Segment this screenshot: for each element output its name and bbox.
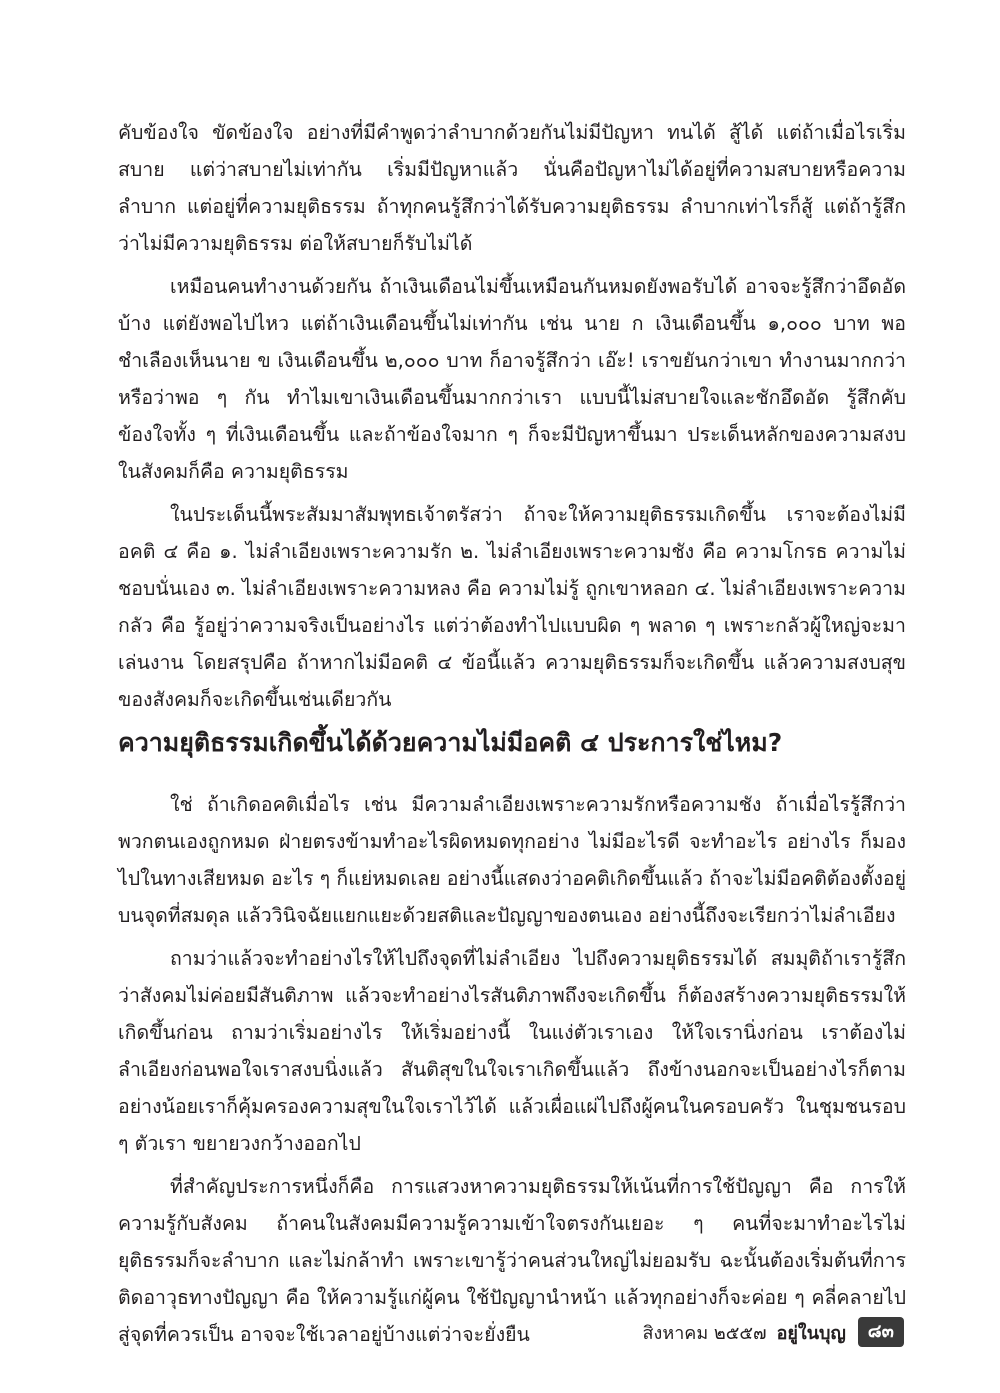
paragraph-how-to-reach-justice: ถามว่าแล้วจะทำอย่างไรให้ไปถึงจุดที่ไม่ลำเอียง ไปถึงความยุติธรรมได้ สมมุติถ้าเรารู้สึกว่าสังคมไม่ค่อยมีสันติภาพ แล้วจะทำอย่างไรสันติภาพถึงจะเกิดขึ้น ก็ต้องสร้างความยุติธรรมให้เกิดขึ้นก่อน ถามว่าเริ่มอย่างไร ให้เริ่มอย่างนี้ ในแง่ตัวเราเอง ให้ใจเรานิ่งก่อน เราต้องไม่ลำเอียงก่อนพอใจเราสงบนิ่งแล้ว สันติสุขในใจเราเกิดขึ้นแล้ว ถึงข้างนอกจะเป็นอย่างไรก็ตาม อย่างน้อยเราก็คุ้มครองความสุขในใจเราไว้ได้ แล้วเผื่อแผ่ไปถึงผู้คนในครอบครัว ในชุมชนรอบ ๆ ตัวเรา ขยายวงกว้างออกไป	[118, 947, 906, 1155]
issue-date: สิงหาคม ๒๕๕๗	[642, 1322, 767, 1344]
section-heading: ความยุติธรรมเกิดขึ้นได้ด้วยความไม่มีอคติ ๔ ประการใช่ไหม?	[118, 728, 783, 757]
paragraph-wisdom: ที่สำคัญประการหนึ่งก็คือ การแสวงหาความยุติธรรมให้เน้นที่การใช้ปัญญา คือ การให้ความรู้กับสังคม ถ้าคนในสังคมมีความรู้ความเข้าใจตรงกันเยอะ ๆ คนที่จะมาทำอะไรไม่ยุติธรรมก็จะลำบาก และไม่กล้าทำ เพราะเขารู้ว่าคนส่วนใหญ่ไม่ยอมรับ ฉะนั้นต้องเริ่มต้นที่การติดอาวุธทางปัญญา คือ ให้ความรู้แก่ผู้คน ใช้ปัญญานำหน้า แล้วทุกอย่างก็จะค่อย ๆ คลี่คลายไปสู่จุดที่ควรเป็น อาจจะใช้เวลาอยู่บ้างแต่ว่าจะยั่งยืน	[118, 1175, 906, 1346]
page-footer	[643, 1316, 904, 1348]
opening-text-block	[118, 114, 906, 718]
magazine-title: อยู่ในบุญ	[776, 1322, 846, 1344]
paragraph-four-biases: ในประเด็นนี้พระสัมมาสัมพุทธเจ้าตรัสว่า ถ้าจะให้ความยุติธรรมเกิดขึ้น เราจะต้องไม่มีอคติ ๔ คือ ๑. ไม่ลำเอียงเพราะความรัก ๒. ไม่ลำเอียงเพราะความชัง คือ ความโกรธ ความไม่ชอบนั่นเอง ๓. ไม่ลำเอียงเพราะความหลง คือ ความไม่รู้ ถูกเขาหลอก ๔. ไม่ลำเอียงเพราะความกลัว คือ รู้อยู่ว่าความจริงเป็นอย่างไร แต่ว่าต้องทำไปแบบผิด ๆ พลาด ๆ เพราะกลัวผู้ใหญ่จะมาเล่นงาน โดยสรุปคือ ถ้าหากไม่มีอคติ ๔ ข้อนี้แล้ว ความยุติธรรมก็จะเกิดขึ้น แล้วความสงบสุขของสังคมก็จะเกิดขึ้นเช่นเดียวกัน	[118, 503, 906, 711]
answer-text-block	[118, 786, 906, 1353]
paragraph-continuation: คับข้องใจ ขัดข้องใจ อย่างที่มีคำพูดว่าลำบากด้วยกันไม่มีปัญหา ทนได้ สู้ได้ แต่ถ้าเมื่อไรเริ่มสบาย แต่ว่าสบายไม่เท่ากัน เริ่มมีปัญหาแล้ว นั่นคือปัญหาไม่ได้อยู่ที่ความสบายหรือความลำบาก แต่อยู่ที่ความยุติธรรม ถ้าทุกคนรู้สึกว่าได้รับความยุติธรรม ลำบากเท่าไรก็สู้ แต่ถ้ารู้สึกว่าไม่มีความยุติธรรม ต่อให้สบายก็รับไม่ได้	[118, 121, 906, 255]
page-number-badge: ๘๓	[858, 1317, 904, 1347]
paragraph-answer: ใช่ ถ้าเกิดอคติเมื่อไร เช่น มีความลำเอียงเพราะความรักหรือความชัง ถ้าเมื่อไรรู้สึกว่าพวกตนเองถูกหมด ฝ่ายตรงข้ามทำอะไรผิดหมดทุกอย่าง ไม่มีอะไรดี จะทำอะไร อย่างไร ก็มองไปในทางเสียหมด อะไร ๆ ก็แย่หมดเลย อย่างนี้แสดงว่าอคติเกิดขึ้นแล้ว ถ้าจะไม่มีอคติต้องตั้งอยู่บนจุดที่สมดุล แล้ววินิจฉัยแยกแยะด้วยสติและปัญญาของตนเอง อย่างนี้ถึงจะเรียกว่าไม่ลำเอียง	[118, 793, 906, 927]
paragraph-salary-example: เหมือนคนทำงานด้วยกัน ถ้าเงินเดือนไม่ขึ้นเหมือนกันหมดยังพอรับได้ อาจจะรู้สึกว่าอึดอัดบ้าง แต่ยังพอไปไหว แต่ถ้าเงินเดือนขึ้นไม่เท่ากัน เช่น นาย ก เงินเดือนขึ้น ๑,๐๐๐ บาท พอชำเลืองเห็นนาย ข เงินเดือนขึ้น ๒,๐๐๐ บาท ก็อาจรู้สึกว่า เอ๊ะ! เราขยันกว่าเขา ทำงานมากกว่าหรือว่าพอ ๆ กัน ทำไมเขาเงินเดือนขึ้นมากกว่าเรา แบบนี้ไม่สบายใจและชักอึดอัด รู้สึกคับข้องใจทั้ง ๆ ที่เงินเดือนขึ้น และถ้าข้องใจมาก ๆ ก็จะมีปัญหาขึ้นมา ประเด็นหลักของความสงบในสังคมก็คือ ความยุติธรรม	[118, 275, 906, 483]
